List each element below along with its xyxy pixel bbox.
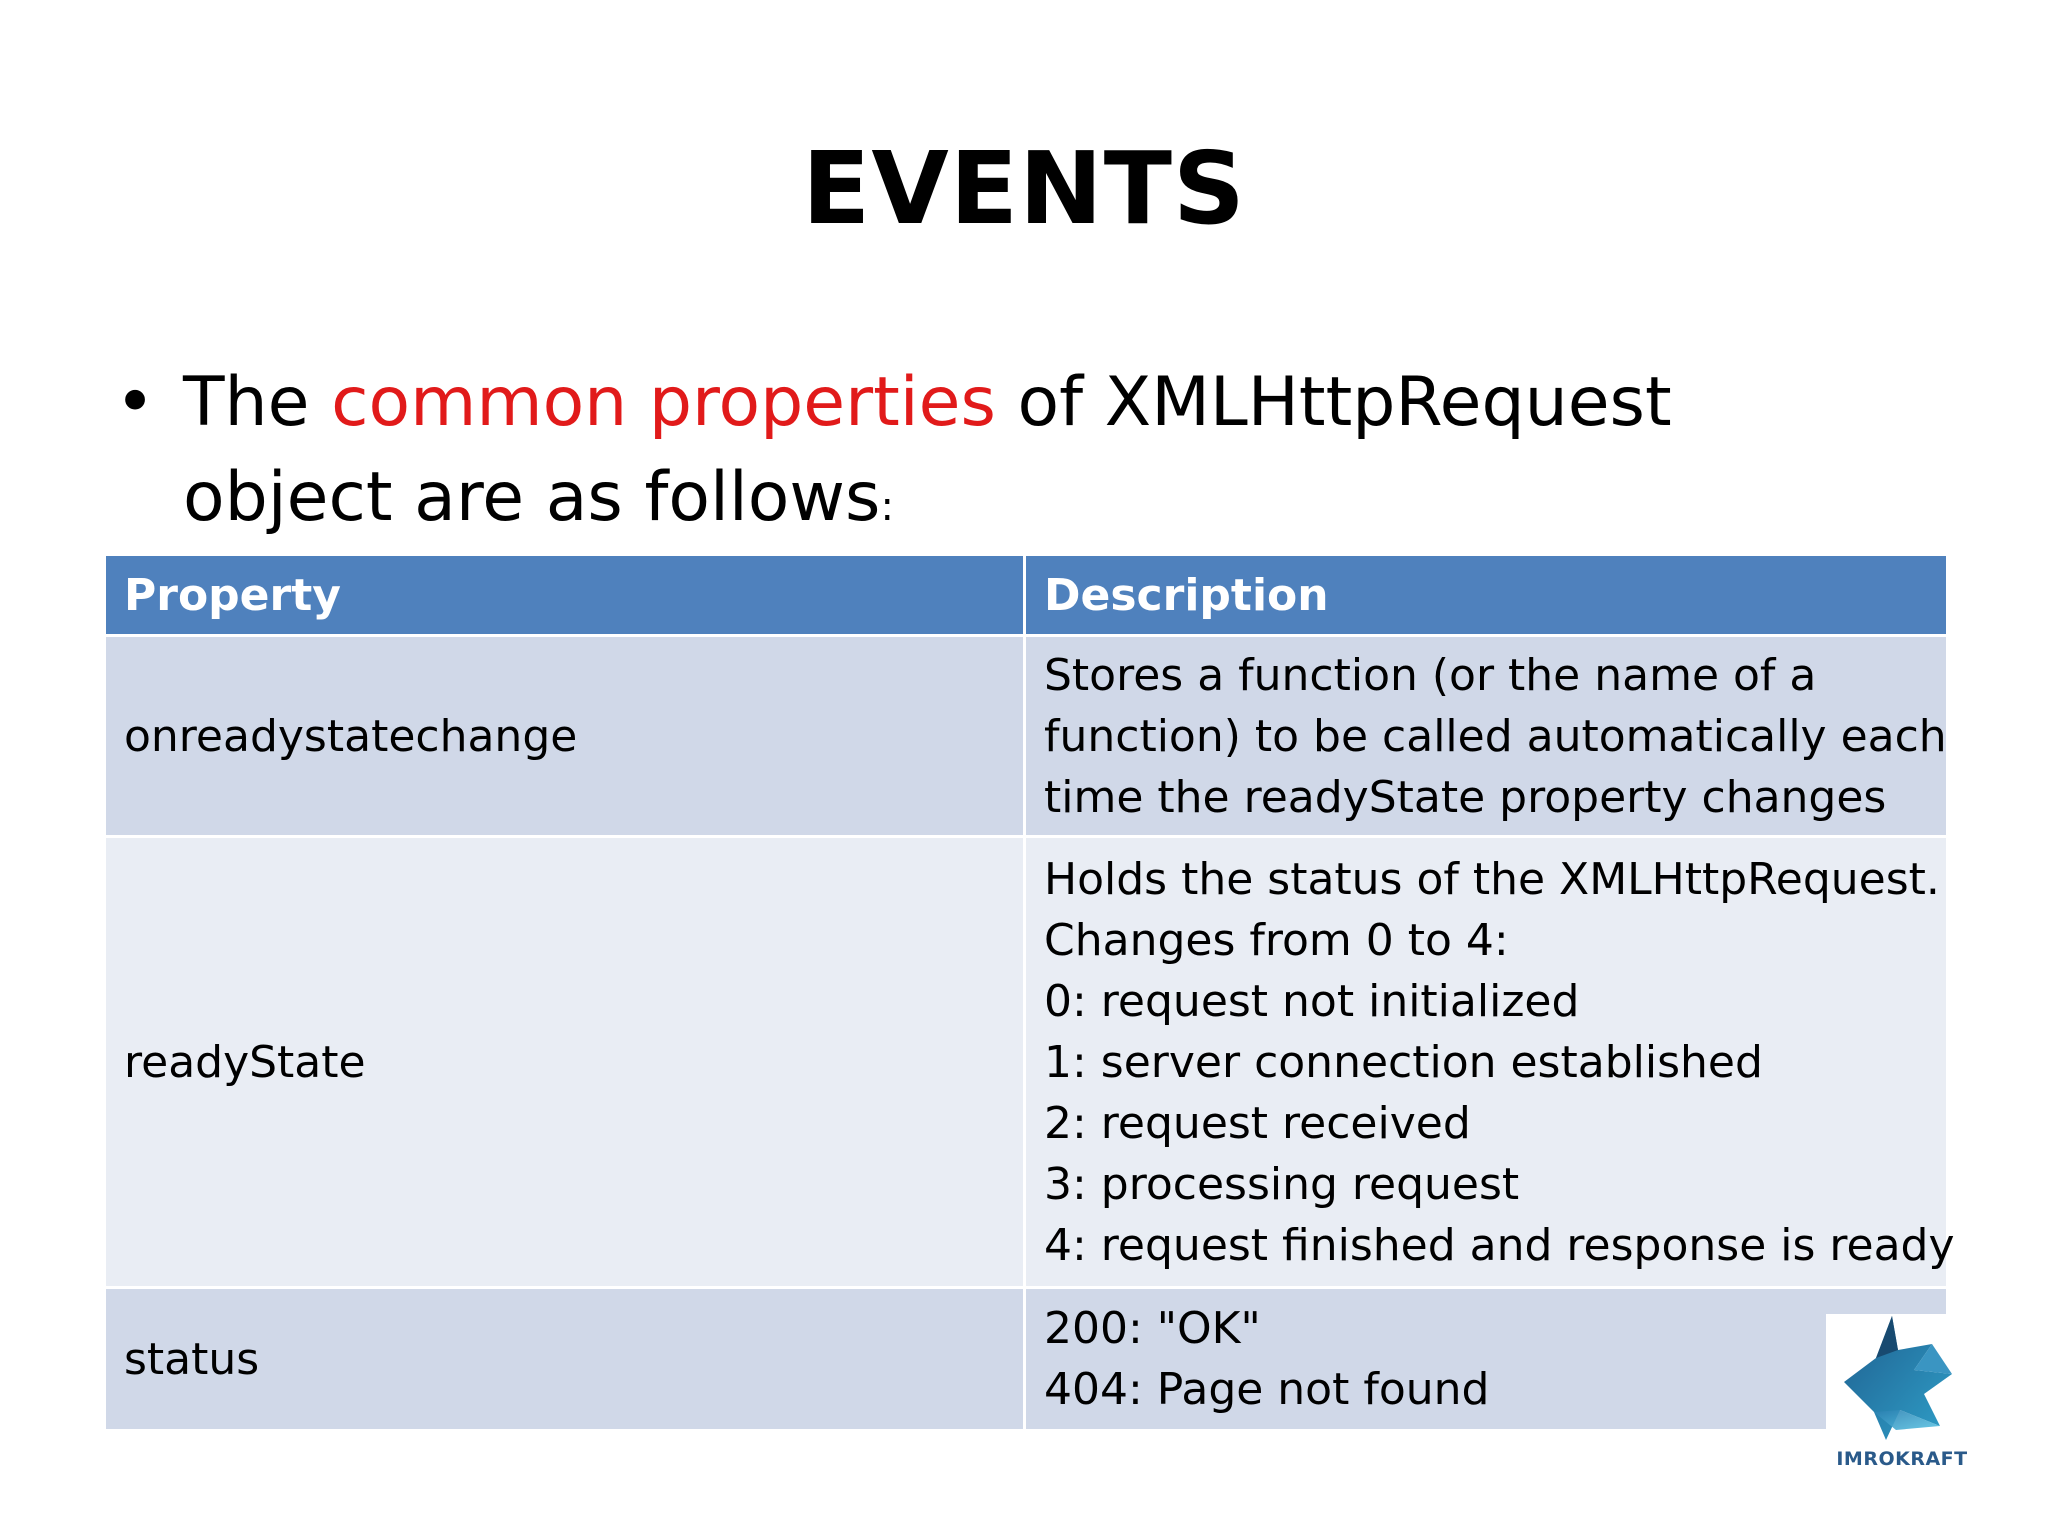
table-row	[105, 1288, 1948, 1431]
bullet-text-before: The	[183, 363, 332, 442]
description-line: time the readyState property changes	[1044, 771, 1887, 823]
header-property: Property	[105, 555, 1025, 636]
bullet-text-line2: object are as follows	[183, 458, 881, 537]
description-line: 4: request finished and response is ready	[1044, 1219, 1955, 1271]
description-line: function) to be called automatically each	[1044, 710, 1947, 762]
description-line: 0: request not initialized	[1044, 975, 1580, 1027]
description-line: 3: processing request	[1044, 1158, 1520, 1210]
property-cell: readyState	[105, 837, 1025, 1288]
description-cell	[1025, 636, 1948, 837]
description-line: 1: server connection established	[1044, 1036, 1763, 1088]
bullet-colon: :	[880, 484, 894, 530]
description-line: Holds the status of the XMLHttpRequest.	[1044, 853, 1940, 905]
description-line: Changes from 0 to 4:	[1044, 914, 1509, 966]
bullet-text	[183, 355, 1763, 555]
bullet-marker: •	[115, 363, 156, 442]
description-cell	[1025, 1288, 1948, 1431]
imrokraft-logo	[1826, 1314, 1978, 1474]
description-cell	[1025, 837, 1955, 1288]
description-line: Stores a function (or the name of a	[1044, 649, 1817, 701]
imrokraft-logo-icon	[1836, 1314, 1968, 1446]
table-row	[105, 636, 1948, 837]
logo-text: IMROKRAFT	[1836, 1448, 1968, 1470]
property-cell: onreadystatechange	[105, 636, 1025, 837]
table-header-row	[105, 555, 1948, 636]
bullet-text-after: of XMLHttpRequest	[995, 363, 1672, 442]
slide-title: EVENTS	[802, 130, 1246, 247]
description-line: 200: "OK"	[1044, 1303, 1261, 1354]
table-row	[105, 837, 1948, 1288]
properties-table	[103, 553, 1955, 1432]
description-line: 2: request received	[1044, 1097, 1471, 1149]
bullet-highlight: common properties	[331, 363, 996, 442]
property-cell: status	[105, 1288, 1025, 1431]
description-line: 404: Page not found	[1044, 1364, 1490, 1415]
header-description: Description	[1025, 555, 1948, 636]
